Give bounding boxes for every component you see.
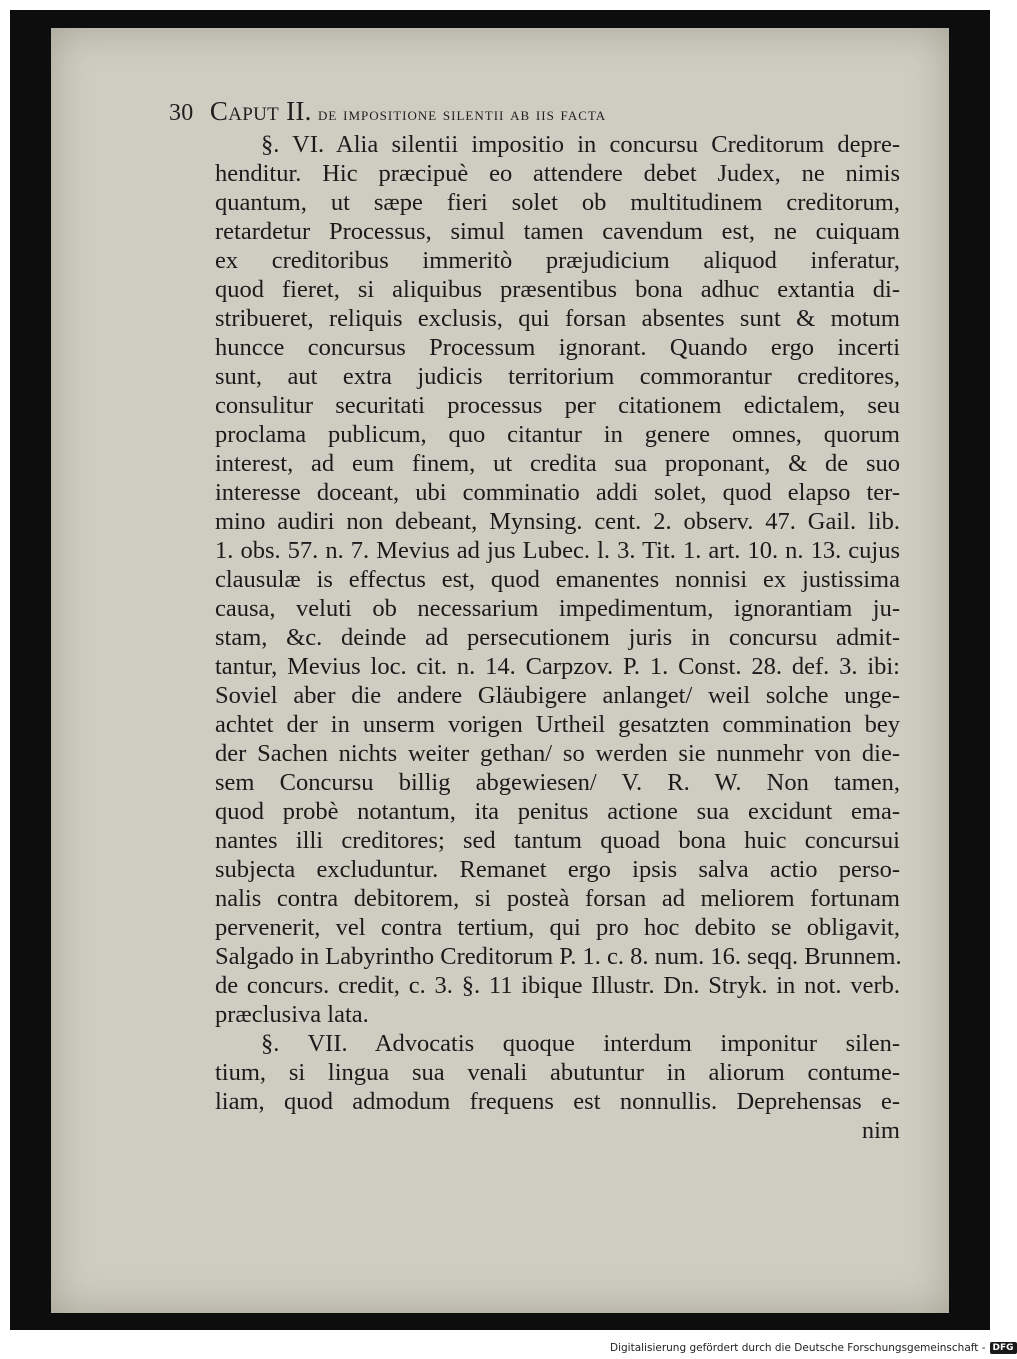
- text-line: pervenerit, vel contra tertium, qui pro hoc debito se obligavit,: [215, 914, 900, 941]
- body-text: [215, 130, 900, 1145]
- text-line: mino audiri non debeant, Mynsing. cent. 2. observ. 47. Gail. lib.: [215, 508, 900, 535]
- text-line: sem Concursu billig abgewiesen/ V. R. W. Non tamen,: [215, 769, 900, 796]
- text-line: subjecta excluduntur. Remanet ergo ipsis salva actio perso-: [215, 856, 900, 883]
- text-line: præclusiva lata.: [215, 1001, 369, 1028]
- text-line: quod probè notantum, ita penitus actione sua excidunt ema-: [215, 798, 900, 825]
- text-line: de concurs. credit, c. 3. §. 11 ibique Illustr. Dn. Stryk. in not. verb.: [215, 972, 900, 999]
- text-line: §. VII. Advocatis quoque interdum imponitur silen-: [261, 1030, 900, 1057]
- catchword: nim: [861, 1117, 900, 1144]
- text-line: nalis contra debitorem, si posteà forsan ad meliorem fortunam: [215, 885, 900, 912]
- text-line: liam, quod admodum frequens est nonnullis. Deprehensas e-: [215, 1088, 900, 1115]
- text-line: stam, &c. deinde ad persecutionem juris in concursu admit-: [215, 624, 900, 651]
- text-line: huncce concursus Processum ignorant. Quando ergo incerti: [215, 334, 900, 361]
- text-line: interesse doceant, ubi comminatio addi solet, quod elapso ter-: [215, 479, 900, 506]
- text-line: sunt, aut extra judicis territorium commorantur creditores,: [215, 363, 900, 390]
- footer-credit: Digitalisierung gefördert durch die Deutsche Forschungsgemeinschaft -: [610, 1342, 986, 1354]
- text-line: retardetur Processus, simul tamen cavendum est, ne cuiquam: [215, 218, 900, 245]
- text-line: quantum, ut sæpe fieri solet ob multitudinem creditorum,: [215, 189, 900, 216]
- text-line: causa, veluti ob necessarium impedimentum, ignorantiam ju-: [215, 595, 900, 622]
- dfg-logo: DFG: [990, 1342, 1017, 1354]
- digitization-footer: [610, 1341, 1017, 1355]
- text-line: consulitur securitati processus per citationem edictalem, seu: [215, 392, 900, 419]
- text-line: tium, si lingua sua venali abutuntur in aliorum contume-: [215, 1059, 900, 1086]
- text-line: ex creditoribus immeritò præjudicium aliquod inferatur,: [215, 247, 900, 274]
- text-line: nantes illi creditores; sed tantum quoad bona huic concursui: [215, 827, 900, 854]
- text-line: der Sachen nichts weiter gethan/ so werden sie nunmehr von die-: [215, 740, 900, 767]
- text-line: interest, ad eum finem, ut credita sua proponant, & de suo: [215, 450, 900, 477]
- text-line: henditur. Hic præcipuè eo attendere debet Judex, ne nimis: [215, 160, 900, 187]
- text-line: 1. obs. 57. n. 7. Mevius ad jus Lubec. l. 3. Tit. 1. art. 10. n. 13. cujus: [215, 537, 900, 564]
- text-line: tantur, Mevius loc. cit. n. 14. Carpzov. P. 1. Const. 28. def. 3. ibi:: [215, 653, 900, 680]
- text-line: Salgado in Labyrintho Creditorum P. 1. c. 8. num. 16. seqq. Brunnem.: [215, 943, 902, 970]
- page-number: 30: [169, 100, 194, 126]
- text-line: proclama publicum, quo citantur in genere omnes, quorum: [215, 421, 900, 448]
- text-line: clausulæ is effectus est, quod emanentes nonnisi ex justissima: [215, 566, 900, 593]
- chapter-label: Caput II.: [209, 96, 312, 126]
- text-line: achtet der in unserm vorigen Urtheil gesatzten commination bey: [215, 711, 900, 738]
- text-line: §. VI. Alia silentii impositio in concursu Creditorum depre-: [261, 131, 900, 158]
- text-line: quod fieret, si aliquibus præsentibus bona adhuc extantia di-: [215, 276, 900, 303]
- text-line: Soviel aber die andere Gläubigere anlanget/ weil solche unge-: [215, 682, 900, 709]
- text-line: stribueret, reliquis exclusis, qui forsan absentes sunt & motum: [215, 305, 900, 332]
- chapter-title: de impositione silentii ab iis facta: [318, 104, 607, 125]
